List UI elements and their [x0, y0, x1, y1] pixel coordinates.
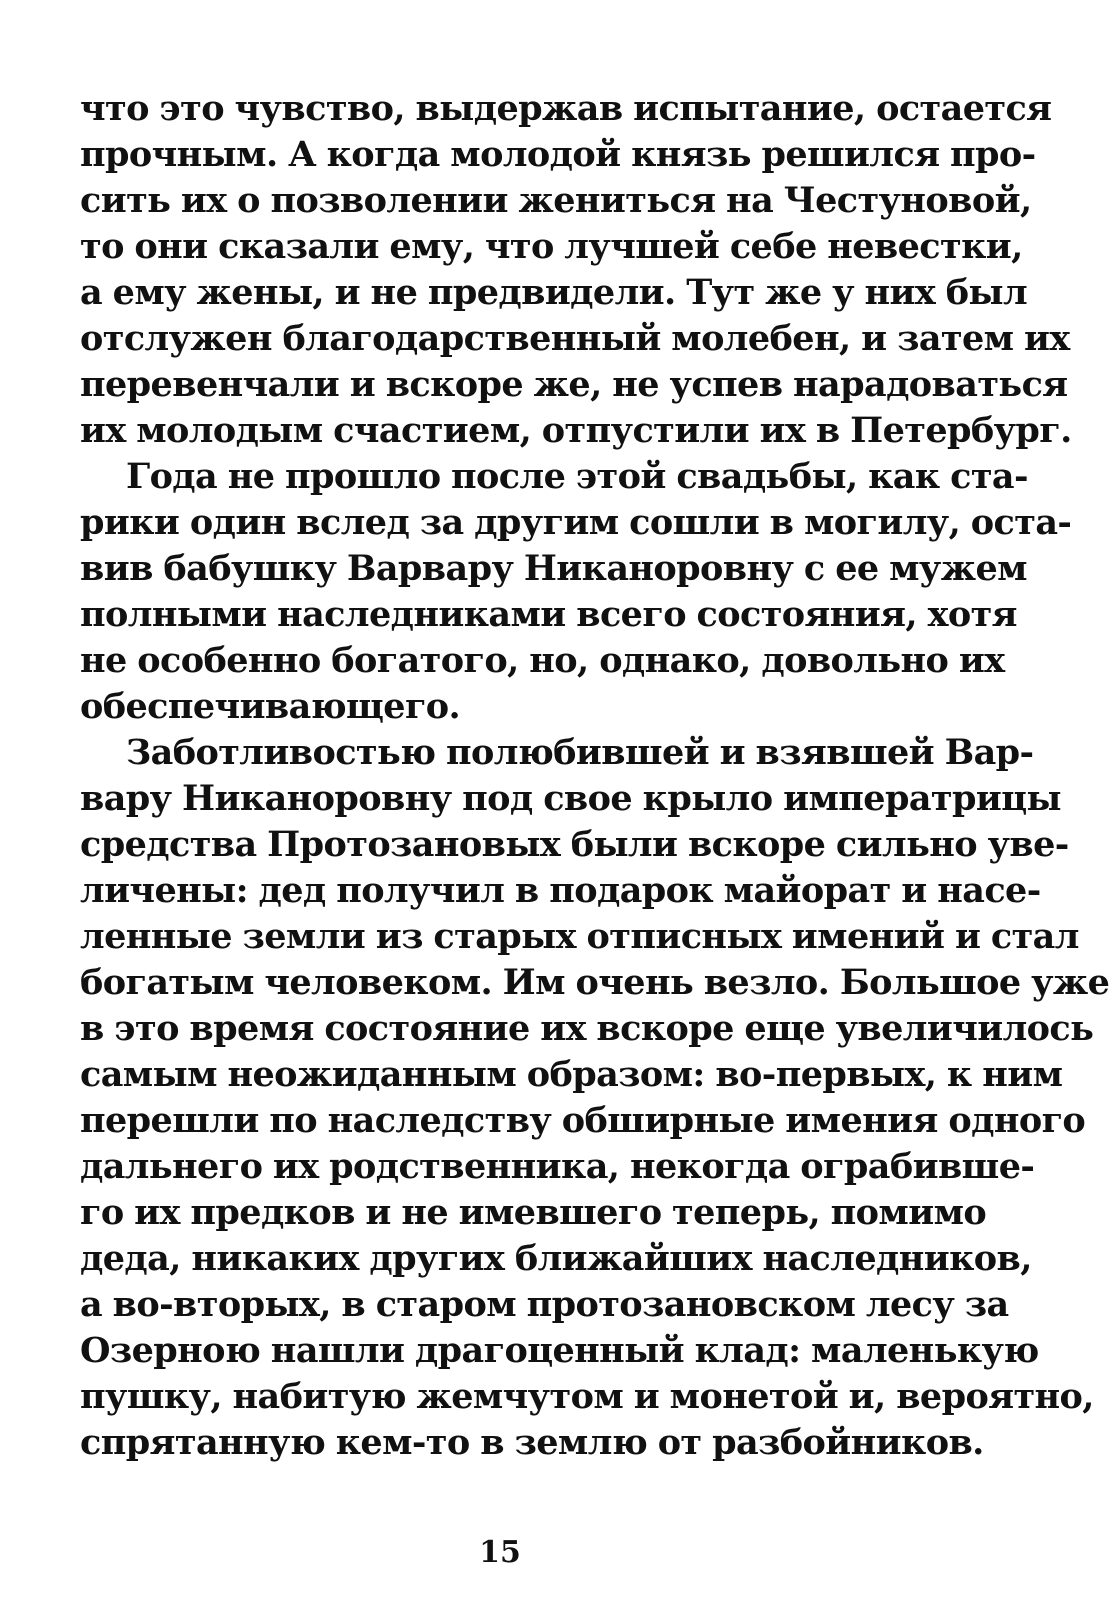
text-line: ленные земли из старых отписных имений и стал	[80, 916, 1079, 957]
text-line: богатым человеком. Им очень везло. Большое уже	[80, 962, 1109, 1003]
text-line: отслужен благодарственный молебен, и затем их	[80, 318, 1070, 359]
paragraph-first-line: Года не прошло после этой свадьбы, как ста-	[126, 456, 1028, 497]
paragraph-last-line: обеспечивающего.	[80, 686, 461, 727]
page-number: 15	[479, 1535, 521, 1570]
paragraph-last-line: спрятанную кем-то в землю от разбойников.	[80, 1422, 984, 1463]
text-line: вив бабушку Варвару Никаноровну с ее мужем	[80, 548, 1027, 589]
book-page	[80, 86, 1109, 1526]
text-line: не особенно богатого, но, однако, довольно их	[80, 640, 1005, 681]
text-line: го их предков и не имевшего теперь, помимо	[80, 1192, 987, 1233]
text-line: дальнего их родственника, некогда ограбивше-	[80, 1146, 1035, 1187]
text-line: личены: дед получил в подарок майорат и насе-	[80, 870, 1041, 911]
text-line: вару Никаноровну под свое крыло императрицы	[80, 778, 1061, 819]
text-line: деда, никаких других ближайших наследников,	[80, 1238, 1032, 1279]
text-line: Озерною нашли драгоценный клад: маленькую	[80, 1330, 1039, 1371]
text-line: то они сказали ему, что лучшей себе невестки,	[80, 226, 1023, 267]
text-line: рики один вслед за другим сошли в могилу, оста-	[80, 502, 1072, 543]
text-line: а ему жены, и не предвидели. Тут же у них был	[80, 272, 1028, 313]
text-line: полными наследниками всего состояния, хотя	[80, 594, 1017, 635]
text-line: средства Протозановых были вскоре сильно уве-	[80, 824, 1069, 865]
text-line: прочным. А когда молодой князь решился про-	[80, 134, 1036, 175]
text-line: в это время состояние их вскоре еще увеличилось	[80, 1008, 1094, 1049]
text-line: пушку, набитую жемчутом и монетой и, вероятно,	[80, 1376, 1094, 1417]
text-line: а во-вторых, в старом протозановском лесу за	[80, 1284, 1009, 1325]
paragraph-first-line: Заботливостью полюбившей и взявшей Вар-	[126, 732, 1034, 773]
text-line: перешли по наследству обширные имения одного	[80, 1100, 1086, 1141]
text-line: перевенчали и вскоре же, не успев нарадоваться	[80, 364, 1068, 405]
text-line: самым неожиданным образом: во-первых, к ним	[80, 1054, 1063, 1095]
text-line: сить их о позволении жениться на Честуновой,	[80, 180, 1032, 221]
text-line: их молодым счастием, отпустили их в Петербург.	[80, 410, 1072, 451]
text-line: что это чувство, выдержав испытание, остается	[80, 88, 1052, 129]
